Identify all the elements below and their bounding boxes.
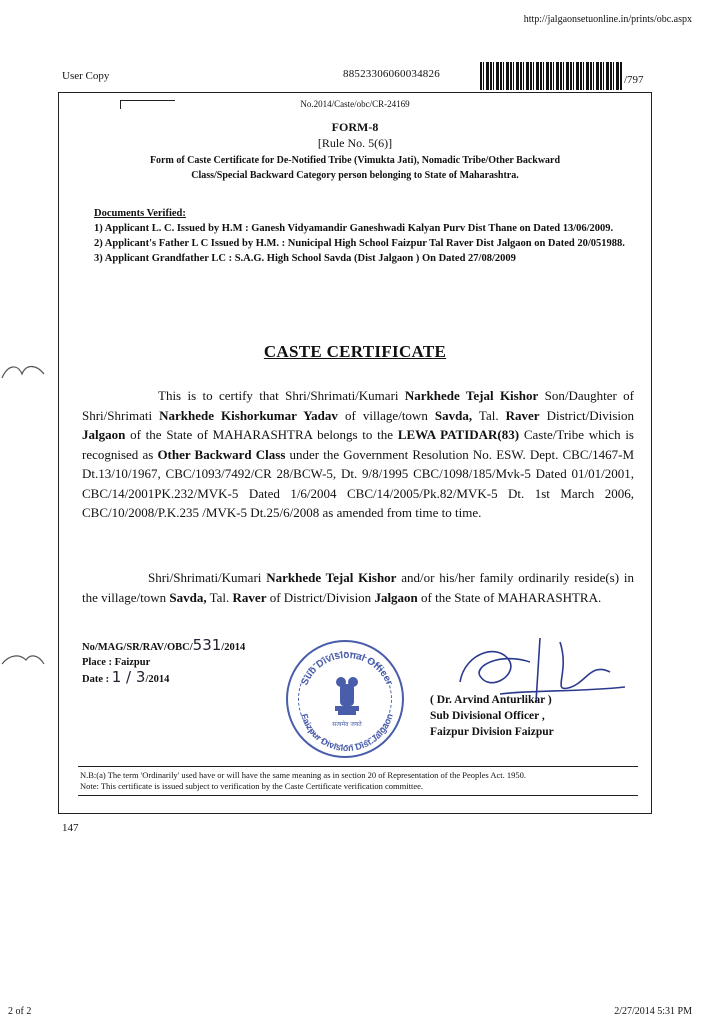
issue-place: Place : Faizpur bbox=[82, 657, 151, 668]
hole-punch-mark-icon bbox=[0, 360, 48, 382]
print-url: http://jalgaonsetuonline.in/prints/obc.aspx bbox=[523, 14, 692, 25]
page-of-count: 2 of 2 bbox=[8, 1006, 32, 1017]
certificate-number: 88523306060034826 bbox=[343, 68, 440, 80]
certification-paragraph: This is to certify that Shri/Shrimati/Kumari Narkhede Tejal Kishor Son/Daughter of Shri/Shrimati Narkhede Kishorkumar Yadav of village/town Savda, Tal. Raver District/Division Jalgaon of the State of MAHARASHTRA belongs to the LEWA PATIDAR(83) Caste/Tribe which is recognised as Other Backward Class under the Government Resolution No. ESW. Dept. CBC/1467-M Dt.13/10/1967, CBC/1093/7492/CR 28/BCW-5, Dt. 9/8/1995 CBC/1098/185/Mvk-5 Dated 01/01/2001, CBC/14/2001PK.232/MVK-5 Dated 1/6/2004 CBC/14/2005/Pk.82/MVK-5 Dt. 1st March 2006, CBC/10/2008/P.K.235 /MVK-5 Dt.25/6/2008 as amended from time to time. bbox=[82, 388, 635, 520]
hole-punch-mark-icon bbox=[0, 648, 48, 670]
issue-details bbox=[82, 638, 245, 687]
signatory-block bbox=[430, 692, 554, 740]
document-item: 1) Applicant L. C. Issued by H.M : Ganesh Vidyamandir Ganeshwadi Kalyan Purv Dist Thane on Dated 13/06/2009. bbox=[94, 223, 614, 234]
print-timestamp: 2/27/2014 5:31 PM bbox=[614, 1006, 692, 1017]
notes-box bbox=[78, 766, 638, 796]
page-number: 147 bbox=[62, 822, 79, 834]
verification-note: Note: This certificate is issued subject to verification by the Caste Certificate verification committee. bbox=[80, 781, 424, 791]
form-title: FORM-8 bbox=[331, 120, 379, 134]
signatory-office: Faizpur Division Faizpur bbox=[430, 726, 554, 738]
documents-verified bbox=[94, 206, 634, 266]
residence-paragraph: Shri/Shrimati/Kumari Narkhede Tejal Kishor and/or his/her family ordinarily reside(s) in the village/town Savda, Tal. Raver of District/Division Jalgaon of the State of MAHARASHTRA. bbox=[82, 570, 634, 605]
issue-date: Date : 1 / 3/2014 bbox=[82, 668, 170, 686]
nb-note: N.B:(a) The term 'Ordinarily' used have or will have the same meaning as in section 20 of Representation of the Peoples Act. 1950. bbox=[80, 770, 526, 780]
svg-text:सत्यमेव जयते: सत्यमेव जयते bbox=[332, 721, 362, 728]
signatory-designation: Sub Divisional Officer , bbox=[430, 710, 545, 722]
document-item: 2) Applicant's Father L C Issued by H.M. : Nunicipal High School Faizpur Tal Raver Dist Jalgaon on Dated 20/051988. bbox=[94, 238, 625, 249]
signatory-name: ( Dr. Arvind Anturlikar ) bbox=[430, 694, 552, 706]
issue-number: No/MAG/SR/RAV/OBC/531/2014 bbox=[82, 636, 246, 654]
official-seal-icon bbox=[286, 640, 404, 758]
barcode-suffix: /797 bbox=[624, 74, 644, 86]
user-copy-label: User Copy bbox=[62, 70, 110, 82]
rule-number: [Rule No. 5(6)] bbox=[317, 136, 393, 150]
seal-graphic bbox=[288, 642, 406, 760]
document-item: 3) Applicant Grandfather LC : S.A.G. High School Savda (Dist Jalgaon ) On Dated 27/08/2009 bbox=[94, 253, 516, 264]
barcode-icon bbox=[480, 62, 622, 90]
certificate-title: CASTE CERTIFICATE bbox=[263, 342, 447, 361]
documents-heading: Documents Verified: bbox=[94, 208, 186, 219]
svg-text:Faizpur Division Dist.Jalgaon: Faizpur Division Dist.Jalgaon bbox=[299, 712, 395, 754]
reference-number: No.2014/Caste/obc/CR-24169 bbox=[300, 99, 410, 109]
svg-text:Sub Divisional Officer: Sub Divisional Officer bbox=[299, 649, 395, 688]
form-description: Form of Caste Certificate for De-Notified Tribe (Vimukta Jati), Nomadic Tribe/Other Backward Class/Special Backward Category person belonging to State of Maharashtra. bbox=[149, 155, 561, 181]
